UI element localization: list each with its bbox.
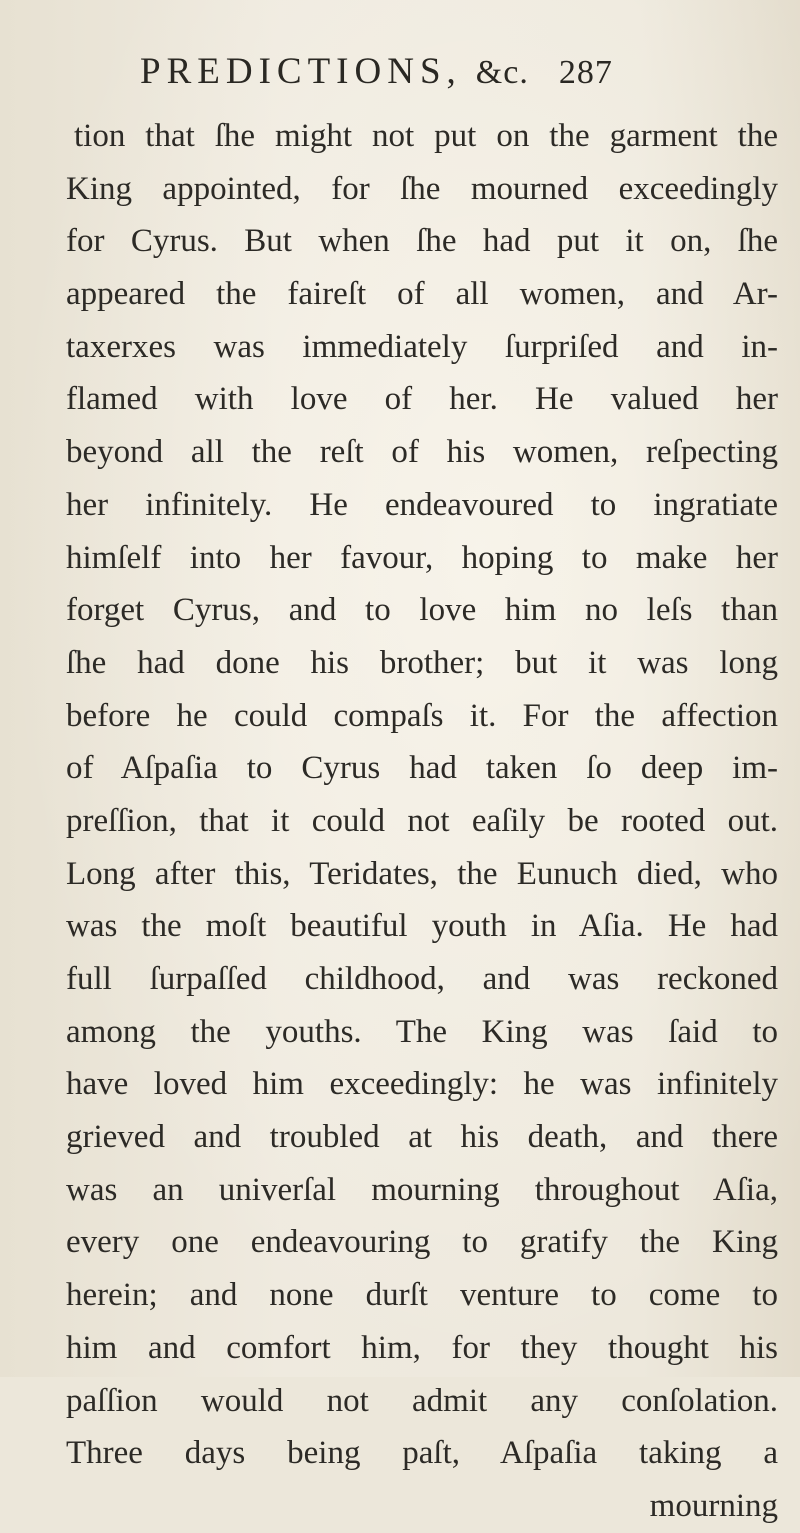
text-line: of Aſpaſia to Cyrus had taken ſo deep im-	[66, 750, 778, 787]
text-line: himſelf into her favour, hoping to make her	[66, 539, 778, 576]
text-line: tion that ſhe might not put on the garment the	[74, 118, 778, 154]
text-line: him and comfort him, for they thought his	[66, 1329, 778, 1366]
text-line: ſhe had done his brother; but it was long	[66, 644, 778, 681]
text-line: was an univerſal mourning throughout Aſia,	[66, 1171, 778, 1208]
text-line: flamed with love of her. He valued her	[66, 381, 778, 418]
text-line: have loved him exceedingly: he was infinitely	[66, 1066, 778, 1103]
text-line: was the moſt beautiful youth in Aſia. He had	[66, 908, 778, 945]
text-line: for Cyrus. But when ſhe had put it on, ſhe	[66, 223, 778, 260]
text-line: herein; and none durſt venture to come to	[66, 1277, 778, 1314]
text-line: taxerxes was immediately ſurpriſed and in-	[66, 328, 778, 365]
text-line: full ſurpaſſed childhood, and was reckoned	[66, 961, 778, 997]
text-line: every one endeavouring to gratify the King	[66, 1224, 778, 1261]
body-text	[66, 110, 778, 1533]
text-line: Long after this, Teridates, the Eunuch died, who	[66, 855, 778, 892]
text-line: appeared the faireſt of all women, and Ar-	[66, 276, 778, 313]
text-line: grieved and troubled at his death, and there	[66, 1119, 778, 1156]
text-line: paſſion would not admit any conſolation.	[66, 1382, 778, 1419]
text-line: among the youths. The King was ſaid to	[66, 1013, 778, 1050]
text-line: her infinitely. He endeavoured to ingratiate	[66, 486, 778, 523]
catchword: mourning	[649, 1487, 778, 1524]
text-line: before he could compaſs it. For the affection	[66, 697, 778, 734]
text-line: Three days being paſt, Aſpaſia taking a	[66, 1435, 778, 1472]
running-title: PREDICTIONS,	[140, 51, 462, 92]
text-line: forget Cyrus, and to love him no leſs than	[66, 592, 778, 629]
text-line: King appointed, for ſhe mourned exceedingly	[66, 170, 778, 207]
text-line: preſſion, that it could not eaſily be rooted out.	[66, 802, 778, 839]
text-line: beyond all the reſt of his women, reſpecting	[66, 434, 778, 471]
running-header	[140, 50, 780, 100]
running-title-etc: &c.	[475, 54, 529, 91]
page-number: 287	[558, 54, 613, 91]
